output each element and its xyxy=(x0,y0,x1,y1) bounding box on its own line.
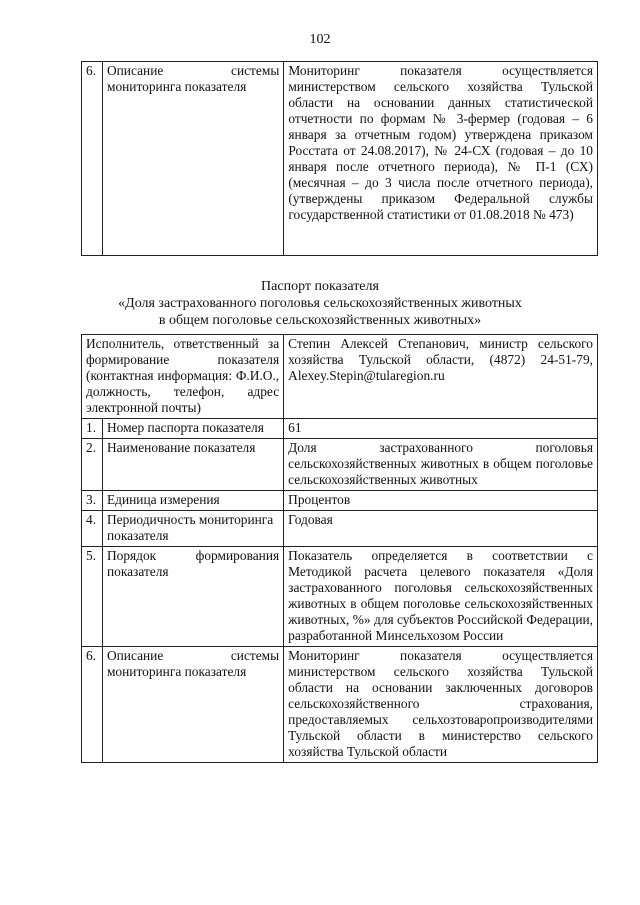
executor-label: Исполнитель, ответственный за формирование показателя (контактная информация: Ф.И.О., должность, телефон, адрес электронной почты) xyxy=(82,335,284,419)
passport-table xyxy=(81,334,598,763)
row-label: Наименование показателя xyxy=(102,439,283,491)
table-row xyxy=(82,511,598,547)
row-value: Процентов xyxy=(284,491,598,511)
row-label: Единица измерения xyxy=(102,491,283,511)
passport-heading: Паспорт показателя xyxy=(261,279,379,294)
row-label: Номер паспорта показателя xyxy=(102,419,283,439)
row-value: 61 xyxy=(284,419,598,439)
row-value: Годовая xyxy=(284,511,598,547)
row-number: 1. xyxy=(82,419,103,439)
passport-subtitle-line2: в общем поголовье сельскохозяйственных животных» xyxy=(158,313,482,328)
table-row xyxy=(82,62,598,256)
table-row xyxy=(82,647,598,763)
table-row xyxy=(82,547,598,647)
row-label: Описание системы мониторинга показателя xyxy=(102,62,283,256)
table-row xyxy=(82,491,598,511)
page-number: 102 xyxy=(309,32,331,47)
row-number: 3. xyxy=(82,491,103,511)
row-number: 2. xyxy=(82,439,103,491)
row-value: Показатель определяется в соответствии с Методикой расчета целевого показателя «Доля застрахованного поголовья сельскохозяйственных животных в общем поголовье сельскохозяйственных животных, %» для субъектов Российской Федерации, разработанной Минсельхозом России xyxy=(284,547,598,647)
table-row xyxy=(82,419,598,439)
table-row xyxy=(82,439,598,491)
row-value: Мониторинг показателя осуществляется министерством сельского хозяйства Тульской области на основании заключенных договоров сельскохозяйственного страхования, предоставляемых сельхозтоваропроизводителями Тульской области в министерство сельского хозяйства Тульской области xyxy=(284,647,598,763)
row-number: 6. xyxy=(82,62,103,256)
row-label: Описание системы мониторинга показателя xyxy=(102,647,283,763)
executor-value: Степин Алексей Степанович, министр сельского хозяйства Тульской области, (4872) 24-51-79, Alexey.Stepin@tularegion.ru xyxy=(284,335,598,419)
passport-subtitle-line1: «Доля застрахованного поголовья сельскохозяйственных животных xyxy=(118,296,522,311)
row-value: Мониторинг показателя осуществляется министерством сельского хозяйства Тульской области на основании данных статистической отчетности по формам № 3-фермер (годовая – 6 января за отчетным годом) утверждена приказом Росстата от 24.08.2017), № 24-СХ (годовая – до 10 января после отчетного периода), № П-1 (СХ) (месячная – до 3 числа после отчетного периода), (утверждены приказом Федеральной службы государственной статистики от 01.08.2018 № 473) xyxy=(284,62,598,256)
row-number: 5. xyxy=(82,547,103,647)
passport-title xyxy=(0,278,640,329)
row-label: Периодичность мониторинга показателя xyxy=(102,511,283,547)
top-table xyxy=(81,61,598,256)
row-number: 6. xyxy=(82,647,103,763)
row-label: Порядок формирования показателя xyxy=(102,547,283,647)
row-value: Доля застрахованного поголовья сельскохозяйственных животных в общем поголовье сельскохозяйственных животных xyxy=(284,439,598,491)
row-number: 4. xyxy=(82,511,103,547)
table-row xyxy=(82,335,598,419)
